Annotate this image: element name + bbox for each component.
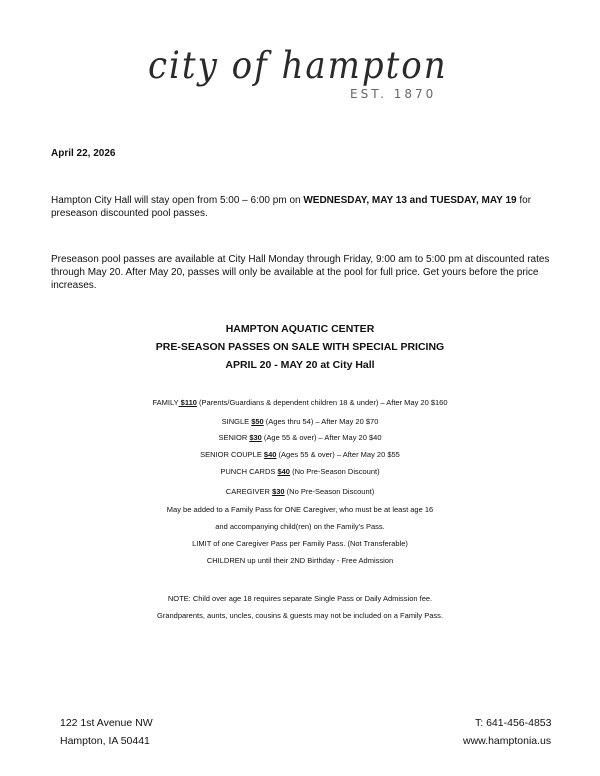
pass-caregiver bbox=[0, 487, 600, 497]
pass-punch-cards bbox=[0, 467, 600, 477]
footer-address-line2: Hampton, IA 50441 bbox=[60, 735, 150, 747]
caregiver-note-line: and accompanying child(ren) on the Family’s Pass. bbox=[215, 522, 385, 531]
city-logo bbox=[148, 44, 448, 110]
pass-punch-cards-detail: (No Pre-Season Discount) bbox=[289, 467, 380, 476]
caregiver-note-line: LIMIT of one Caregiver Pass per Family Pass. (Not Transferable) bbox=[192, 539, 408, 548]
footer-website[interactable]: www.hamptonia.us bbox=[463, 735, 552, 747]
paragraph1-bold-dates: WEDNESDAY, MAY 13 and TUESDAY, MAY 19 bbox=[303, 195, 517, 206]
paragraph-preseason-passes: Preseason pool passes are available at City Hall Monday through Friday, 9:00 am to 5:00 pm at discounted rates through May 20. After May 20, passes will only be available at the pool for full price. Get yours before the price increases. bbox=[51, 254, 550, 291]
caregiver-note-line: CHILDREN up until their 2ND Birthday - Free Admission bbox=[206, 556, 394, 565]
pass-caregiver-label: CAREGIVER bbox=[225, 487, 273, 496]
pass-senior-couple-price: $40 bbox=[263, 450, 277, 459]
pass-single bbox=[0, 417, 600, 427]
pass-family-label: FAMILY bbox=[152, 398, 179, 407]
pass-single-detail: (Ages thru 54) – After May 20 $70 bbox=[263, 417, 379, 426]
pass-family-detail: (Parents/Guardians & dependent children 18 & under) – After May 20 $160 bbox=[196, 398, 448, 407]
pass-caregiver-detail: (No Pre-Season Discount) bbox=[284, 487, 375, 496]
pass-single-price: $50 bbox=[251, 417, 264, 426]
pass-senior bbox=[0, 433, 600, 443]
footer-address-line1: 122 1st Avenue NW bbox=[60, 717, 153, 729]
logo-script-text: city of hampton bbox=[148, 44, 448, 88]
pass-punch-cards-price: $40 bbox=[277, 467, 290, 476]
heading-preseason-passes: PRE-SEASON PASSES ON SALE WITH SPECIAL PRICING bbox=[155, 341, 445, 353]
pass-family bbox=[0, 398, 600, 408]
caregiver-note-line: May be added to a Family Pass for ONE Caregiver, who must be at least age 16 bbox=[166, 505, 434, 514]
pass-senior-couple-detail: (Ages 55 & over) – After May 20 $55 bbox=[276, 450, 400, 459]
pass-single-label: SINGLE bbox=[221, 417, 252, 426]
pass-senior-detail: (Age 55 & over) – After May 20 $40 bbox=[261, 433, 382, 442]
heading-sale-dates: APRIL 20 - MAY 20 at City Hall bbox=[225, 359, 375, 371]
paragraph-city-hall-hours bbox=[51, 194, 556, 220]
paragraph1-text-before: Hampton City Hall will stay open from 5:00 – 6:00 pm on bbox=[51, 195, 304, 206]
note-line: NOTE: Child over age 18 requires separate Single Pass or Daily Admission fee. bbox=[167, 594, 433, 603]
pass-family-price: $110 bbox=[178, 398, 197, 407]
paragraph1-text-after: for preseason discounted pool passes. bbox=[51, 195, 532, 219]
pass-senior-label: SENIOR bbox=[218, 433, 250, 442]
pass-senior-couple-label: SENIOR COUPLE bbox=[200, 450, 264, 459]
letter-date: April 22, 2026 bbox=[51, 148, 116, 159]
pass-punch-cards-label: PUNCH CARDS bbox=[220, 467, 278, 476]
pass-caregiver-price: $30 bbox=[272, 487, 285, 496]
footer-phone: T: 641-456-4853 bbox=[475, 717, 552, 729]
pass-senior-couple bbox=[0, 450, 600, 460]
heading-aquatic-center: HAMPTON AQUATIC CENTER bbox=[225, 323, 375, 335]
logo-est-text: EST. 1870 bbox=[350, 87, 437, 101]
note-line: Grandparents, aunts, uncles, cousins & guests may not be included on a Family Pass. bbox=[157, 611, 443, 620]
pass-senior-price: $30 bbox=[249, 433, 262, 442]
